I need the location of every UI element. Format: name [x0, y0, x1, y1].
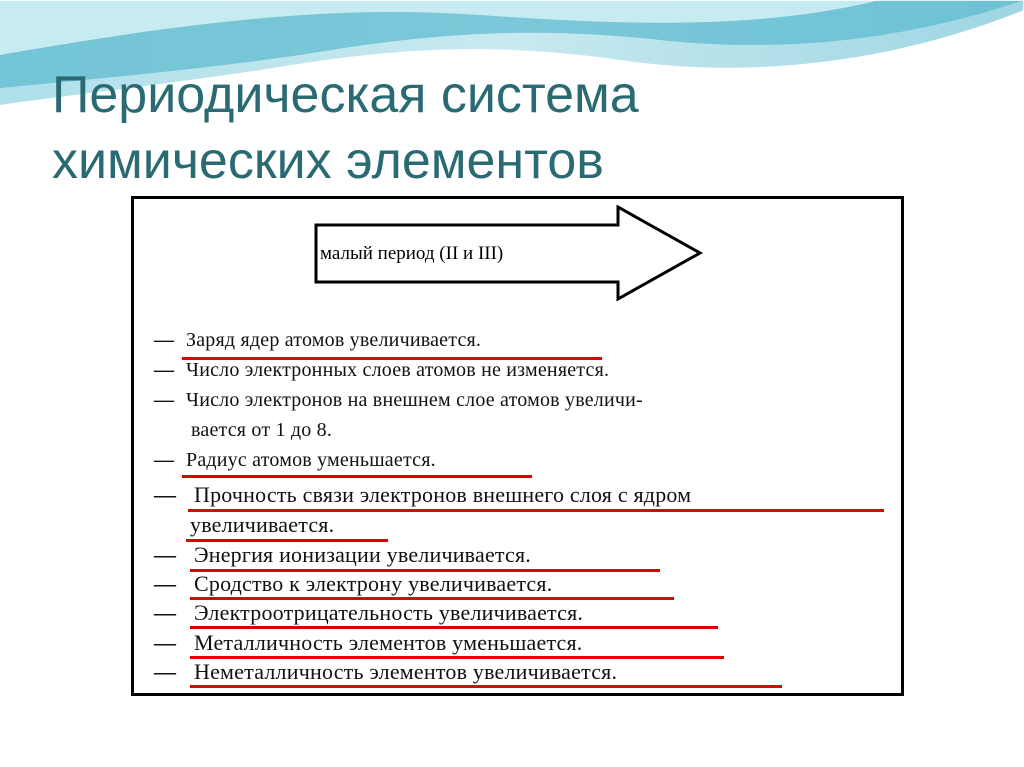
list-item: Прочность связи электронов внешнего слоя с ядром	[194, 482, 692, 507]
red-underline	[182, 475, 532, 478]
arrow-label: малый период (II и III)	[320, 243, 504, 264]
list-item: увеличивается.	[190, 512, 335, 537]
list-item-dash: —	[154, 482, 177, 507]
list-item-dash: —	[154, 389, 175, 411]
list-item: Число электронных слоев атомов не изменяется.	[186, 359, 610, 381]
list-item-dash: —	[154, 659, 177, 684]
slide-title-line-2: химических элементов	[52, 132, 604, 190]
slide-title	[52, 62, 952, 194]
list-item-dash: —	[154, 449, 175, 471]
list-item-dash: —	[154, 329, 175, 351]
list-item-dash: —	[154, 630, 177, 655]
list-item-dash: —	[154, 600, 177, 625]
list-item-dash: —	[154, 542, 177, 567]
list-item: Энергия ионизации увеличивается.	[194, 542, 531, 567]
list-item: Металличность элементов уменьшается.	[194, 630, 583, 655]
red-underline	[190, 685, 782, 688]
red-underline	[190, 626, 718, 629]
list-item: Электроотрицательность увеличивается.	[194, 600, 584, 625]
list-item-dash: —	[154, 359, 175, 381]
list-item: Неметалличность элементов увеличивается.	[194, 659, 618, 684]
list-item: Сродство к электрону увеличивается.	[194, 571, 553, 596]
slide-title-line-1: Периодическая система	[52, 66, 639, 124]
list-item-dash: —	[154, 571, 177, 596]
diagram-box	[131, 196, 904, 696]
list-item: вается от 1 до 8.	[191, 419, 333, 441]
list-item: Радиус атомов уменьшается.	[186, 449, 436, 471]
list-item: Число электронов на внешнем слое атомов увеличи-	[186, 389, 643, 411]
list-item: Заряд ядер атомов увеличивается.	[186, 329, 482, 351]
